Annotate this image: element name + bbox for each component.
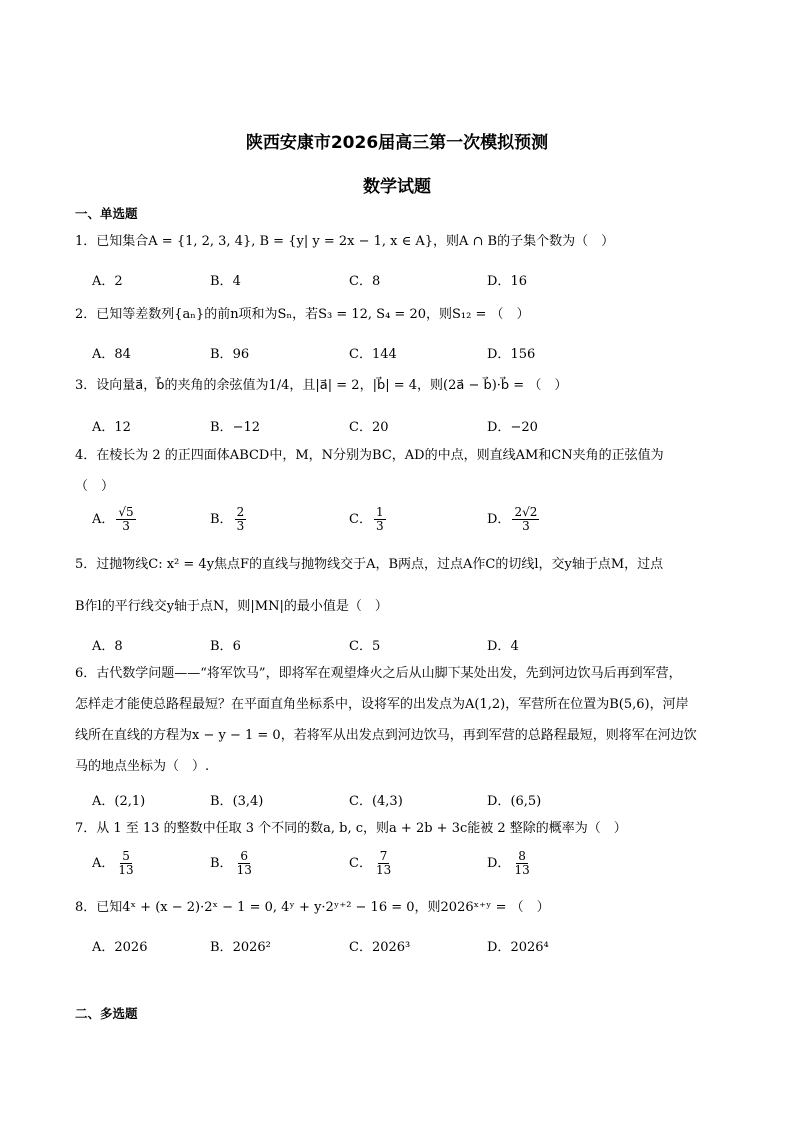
question-8-stem: 8．已知4ˣ + (x − 2)·2ˣ − 1 = 0, 4ʸ + y·2ʸ⁺² − 16 = 0，则2026ˣ⁺ʸ = （ ） xyxy=(75,900,550,915)
fraction: $\frac{1}{3}$ xyxy=(375,505,384,534)
exam-title: 陕西安康市2026届高三第一次模拟预测 xyxy=(245,133,549,153)
option-d: D．−20 xyxy=(487,420,538,435)
option-c: C．2026³ xyxy=(349,940,411,955)
question-6-stem-cont: 线所在直线的方程为x − y − 1 = 0，若将军从出发点到河边饮马，再到军营的总路程最短，则将军在河边饮 xyxy=(75,728,697,743)
option-d: D．4 xyxy=(487,639,519,654)
fraction: $\frac{√5}{3}$ xyxy=(118,505,134,534)
option-d: D．2026⁴ xyxy=(487,940,549,955)
option-b: B．−12 xyxy=(210,420,260,435)
option-c: C．5 xyxy=(349,639,381,654)
option-a: A．(2,1) xyxy=(92,794,146,809)
question-6-stem: 6．古代数学问题——“将军饮马”，即将军在观望烽火之后从山脚下某处出发，先到河边饮马后再到军营， xyxy=(75,666,682,681)
option-b: B． $\frac{6}{13}$ xyxy=(210,849,252,878)
option-c: C．(4,3) xyxy=(349,794,403,809)
option-c: C．20 xyxy=(349,420,389,435)
question-6-stem-cont: 马的地点坐标为（ ）. xyxy=(75,759,210,774)
question-4-stem-cont: （ ） xyxy=(75,479,115,494)
question-2-stem: 2．已知等差数列{aₙ}的前n项和为Sₙ，若S₃ = 12, S₄ = 20，则S₁₂ = （ ） xyxy=(75,307,530,322)
option-a: A． $\frac{√5}{3}$ xyxy=(92,505,134,534)
option-a: A．12 xyxy=(92,420,131,435)
option-d: D．156 xyxy=(487,347,536,362)
fraction: $\frac{7}{13}$ xyxy=(375,849,392,878)
section-single-choice: 一、单选题 xyxy=(75,206,138,221)
option-d: D． $\frac{8}{13}$ xyxy=(487,849,530,878)
section-multiple-choice: 二、多选题 xyxy=(75,1006,138,1021)
fraction: $\frac{5}{13}$ xyxy=(118,849,134,878)
option-b: B．96 xyxy=(210,347,250,362)
option-d: D．(6,5) xyxy=(487,794,542,809)
option-a: A．84 xyxy=(92,347,131,362)
question-5-stem: 5．过抛物线C: x² = 4y焦点F的直线与抛物线交于A，B两点，过点A作C的切线l，交y轴于点M，过点 xyxy=(75,557,664,572)
option-c: C． $\frac{1}{3}$ xyxy=(349,505,384,534)
question-7-stem: 7．从 1 至 13 的整数中任取 3 个不同的数a, b, c，则a + 2b + 3c能被 2 整除的概率为（ ） xyxy=(75,821,627,836)
question-5-stem-cont: B作l的平行线交y轴于点N，则|MN|的最小值是（ ） xyxy=(75,599,388,614)
fraction: $\frac{2}{3}$ xyxy=(236,505,245,534)
option-a: A． $\frac{5}{13}$ xyxy=(92,849,134,878)
option-b: B．(3,4) xyxy=(210,794,264,809)
option-c: C．8 xyxy=(349,274,381,289)
option-a: A．2026 xyxy=(92,940,148,955)
option-a: A．2 xyxy=(92,274,123,289)
question-4-stem: 4．在棱长为 2 的正四面体ABCD中，M，N分别为BC，AD的中点，则直线AM和CN夹角的正弦值为 xyxy=(75,448,664,463)
option-a: A．8 xyxy=(92,639,123,654)
exam-subtitle: 数学试题 xyxy=(363,177,431,197)
option-d: D． $\frac{2√2}{3}$ xyxy=(487,505,538,534)
option-c: C．144 xyxy=(349,347,397,362)
question-6-stem-cont: 怎样走才能使总路程最短？在平面直角坐标系中，设将军的出发点为A(1,2)，军营所在位置为B(5,6)，河岸 xyxy=(75,697,689,712)
option-b: B．2026² xyxy=(210,940,271,955)
fraction: $\frac{6}{13}$ xyxy=(236,849,252,878)
option-b: B． $\frac{2}{3}$ xyxy=(210,505,245,534)
question-1-stem: 1．已知集合A = {1, 2, 3, 4}, B = {y| y = 2x − 1, x ∈ A}，则A ∩ B的子集个数为（ ） xyxy=(75,234,615,249)
fraction: $\frac{8}{13}$ xyxy=(514,849,530,878)
question-3-stem: 3．设向量a⃗，b⃗的夹角的余弦值为1/4，且|a⃗| = 2，|b⃗| = 4，则(2a⃗ − b⃗)·b⃗ = （ ） xyxy=(75,378,568,393)
fraction: $\frac{2√2}{3}$ xyxy=(514,505,538,534)
option-b: B．4 xyxy=(210,274,241,289)
option-b: B．6 xyxy=(210,639,241,654)
option-d: D．16 xyxy=(487,274,527,289)
option-c: C． $\frac{7}{13}$ xyxy=(349,849,392,878)
